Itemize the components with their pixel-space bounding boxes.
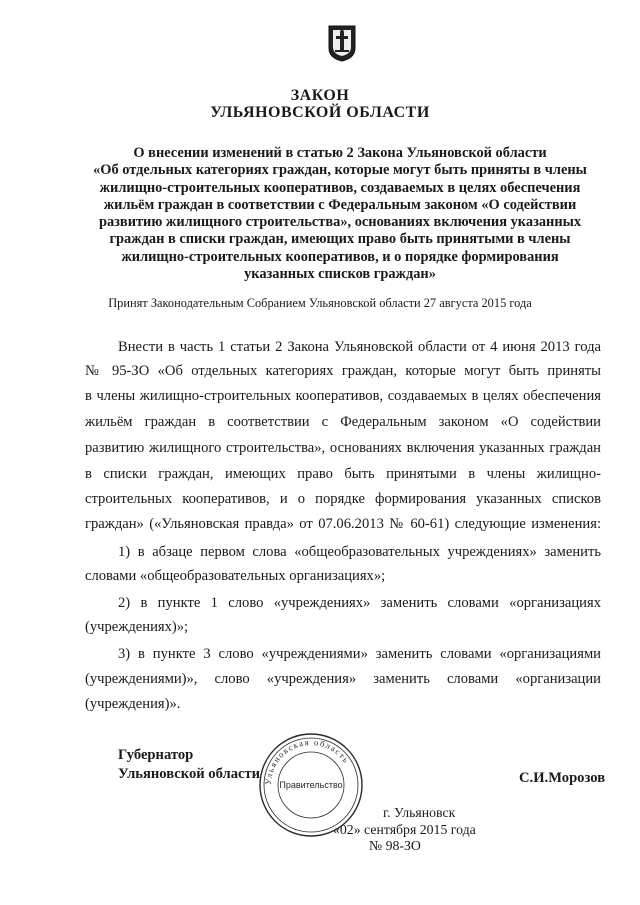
heading-line: жильём граждан в соответствии с Федеральным законом «О содействии — [103, 196, 577, 213]
heading-line: О внесении изменений в статью 2 Закона Ульяновской области — [133, 145, 547, 161]
city: г. Ульяновск — [383, 805, 456, 820]
signer-region: Ульяновской области — [118, 766, 261, 782]
document-date: «02» сентября 2015 года — [333, 822, 476, 837]
svg-text:Ульяновская область: Ульяновская область — [262, 736, 352, 786]
body-line: (учреждения)». — [85, 696, 181, 712]
heading-line: граждан в списки граждан, имеющих право быть принятыми в члены — [109, 231, 571, 248]
body-line: № 95-ЗО «Об отдельных категориях граждан, которые могут быть приняты — [85, 363, 601, 379]
heading-line: жилищно-строительных кооперативов, и о порядке формирования — [121, 248, 559, 265]
law-region-title: УЛЬЯНОВСКОЙ ОБЛАСТИ — [210, 104, 430, 121]
heading-line: указанных списков граждан» — [244, 266, 436, 283]
heading-line: жилищно-строительных кооперативов, создаваемых в целях обеспечения — [99, 179, 581, 196]
coat-of-arms-emblem — [327, 24, 357, 62]
body-line: 3) в пункте 3 слово «учреждениями» заменить словами «организациями — [118, 646, 601, 662]
law-title: ЗАКОН — [290, 87, 350, 104]
heading-line: развитию жилищного строительства», основаниях включения указанных — [98, 214, 582, 231]
body-line: (учреждениями)», слово «учреждения» заменить словами «организации — [85, 671, 601, 687]
document-number: № 98-ЗО — [369, 838, 421, 853]
body-line: в списки граждан, имеющих право быть принятыми в члены жилищно- — [85, 466, 601, 482]
body-line: Внести в часть 1 статьи 2 Закона Ульяновской области от 4 июня 2013 года — [118, 339, 601, 355]
body-line: граждан» («Ульяновская правда» от 07.06.2013 № 60-61) следующие изменения: — [85, 516, 601, 532]
adoption-note: Принят Законодательным Собранием Ульяновской области 27 августа 2015 года — [108, 296, 532, 310]
body-line: строительных кооперативов, и о порядке формирования указанных списков — [85, 491, 601, 507]
body-line: развитию жилищного строительства», основаниях включения указанных граждан — [85, 440, 601, 456]
body-line: 2) в пункте 1 слово «учреждениях» заменить словами «организациях — [118, 595, 601, 611]
signer-name: С.И.Морозов — [519, 770, 606, 786]
body-line: 1) в абзаце первом слова «общеобразовательных учреждениях» заменить — [118, 544, 601, 560]
law-heading — [70, 145, 610, 283]
signer-position: Губернатор — [118, 747, 194, 763]
heading-line: «Об отдельных категориях граждан, которые могут быть приняты в члены — [93, 162, 587, 179]
body-line: словами «общеобразовательных организациях»; — [85, 568, 386, 584]
body-line: жильём граждан в соответствии с Федеральным законом «О содействии — [85, 414, 601, 430]
seal-center-text: Правительство — [279, 780, 343, 790]
body-line: в члены жилищно-строительных кооперативов, создаваемых в целях обеспечения — [85, 388, 601, 404]
body-line: (учреждениях)»; — [85, 619, 189, 635]
